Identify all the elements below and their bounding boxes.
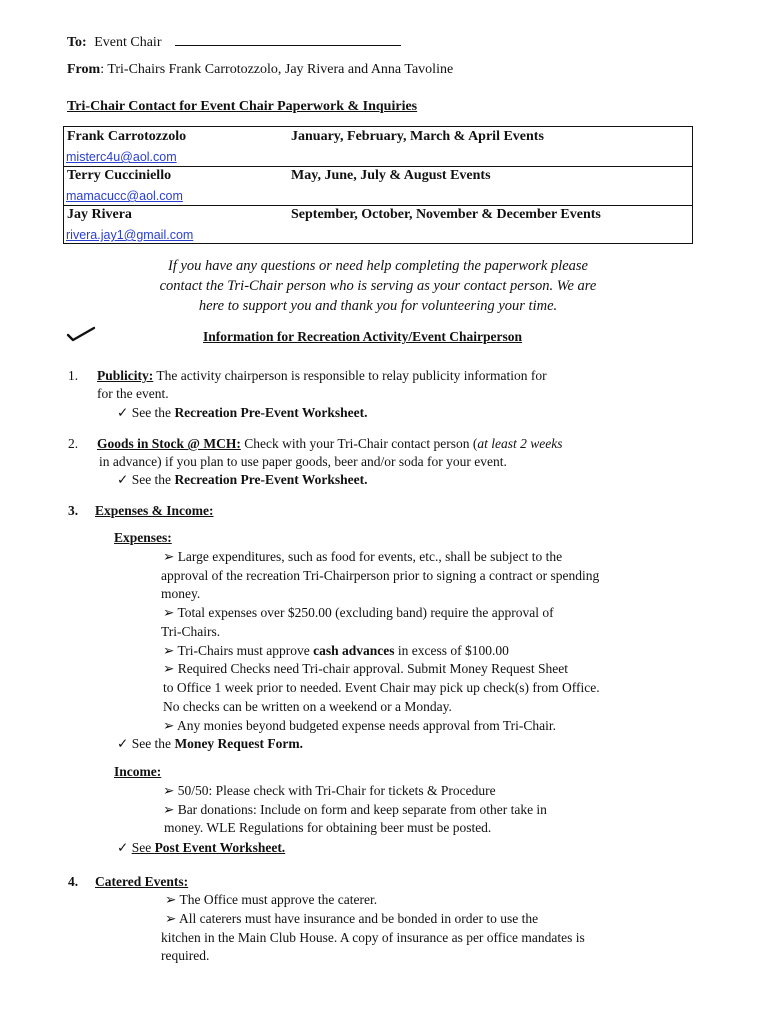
worksheet-name: Recreation Pre-Event Worksheet. — [174, 405, 368, 420]
expense-item — [163, 549, 562, 565]
contact-name: Jay Rivera — [67, 207, 132, 222]
publicity-text: The activity chairperson is responsible to relay publicity information for — [153, 368, 547, 383]
expense-text: Tri-Chairs must approve — [177, 643, 314, 658]
expense-text-cont: money. — [161, 586, 201, 601]
contact-months: May, June, July & August Events — [291, 168, 491, 183]
to-line — [67, 33, 401, 51]
note-line: contact the Tri-Chair person who is serving as your contact person. We are — [159, 278, 597, 294]
arrowhead-bullet-icon: ➢ — [163, 718, 177, 733]
table-divider — [64, 205, 692, 206]
to-value: Event Chair — [94, 35, 162, 50]
catered-text: All caterers must have insurance and be bonded in order to use the — [178, 911, 539, 926]
catered-events-title: Catered Events: — [95, 874, 189, 889]
income-item — [163, 802, 547, 818]
income-text-cont: money. WLE Regulations for obtaining beer must be posted. — [164, 820, 492, 835]
expense-item — [163, 661, 568, 677]
contact-email-link[interactable]: misterc4u@aol.com — [66, 150, 177, 164]
catered-item — [165, 892, 377, 908]
expense-item — [163, 718, 556, 734]
goods-text-italic: at least 2 weeks — [477, 436, 563, 451]
contact-name: Terry Cucciniello — [67, 168, 172, 183]
expense-text: Large expenditures, such as food for events, etc., shall be subject to the — [177, 549, 563, 564]
expense-item — [163, 605, 554, 621]
section-number: 4. — [68, 874, 79, 889]
from-value: : Tri-Chairs Frank Carrotozzolo, Jay Rivera and Anna Tavoline — [100, 62, 454, 77]
publicity-text-2: for the event. — [97, 386, 169, 401]
contact-email-link[interactable]: mamacucc@aol.com — [66, 189, 183, 203]
income-title: Income: — [114, 764, 162, 779]
goods-paragraph — [97, 436, 563, 452]
see-label: See the — [131, 736, 175, 751]
contact-section-title: Tri-Chair Contact for Event Chair Paperwork & Inquiries — [67, 99, 418, 114]
catered-text: The Office must approve the caterer. — [179, 892, 378, 907]
arrowhead-bullet-icon: ➢ — [163, 661, 178, 676]
arrowhead-bullet-icon: ➢ — [163, 783, 178, 798]
expenses-income-title: Expenses & Income: — [95, 503, 214, 518]
goods-text-2: in advance) if you plan to use paper goods, beer and/or soda for your event. — [99, 454, 507, 469]
table-divider — [64, 166, 692, 167]
expense-text-cont: to Office 1 week prior to needed. Event Chair may pick up check(s) from Office. — [163, 680, 600, 695]
goods-title: Goods in Stock @ MCH: — [97, 436, 241, 451]
support-note — [100, 256, 656, 316]
expense-text-cont: Tri-Chairs. — [161, 624, 221, 639]
see-post-event — [117, 840, 285, 856]
see-worksheet-1 — [117, 405, 368, 421]
arrowhead-bullet-icon: ➢ — [165, 892, 180, 907]
info-title: Information for Recreation Activity/Event Chairperson — [203, 329, 522, 344]
arrowhead-bullet-icon: ➢ — [163, 643, 178, 658]
expense-text: Any monies beyond budgeted expense needs approval from Tri-Chair. — [176, 718, 557, 733]
catered-text-cont: kitchen in the Main Club House. A copy of insurance as per office mandates is — [161, 930, 585, 945]
worksheet-name: Recreation Pre-Event Worksheet. — [174, 472, 368, 487]
section-number: 2. — [68, 436, 79, 451]
check-mark-icon: ✓ — [117, 472, 129, 487]
income-item — [163, 783, 496, 799]
check-mark-icon: ✓ — [117, 840, 129, 855]
catered-text-cont: required. — [161, 948, 210, 963]
expense-text: Required Checks need Tri-chair approval. Submit Money Request Sheet — [177, 661, 568, 676]
from-label: From — [67, 62, 101, 77]
publicity-paragraph — [97, 368, 547, 384]
section-number: 1. — [68, 368, 79, 383]
check-mark-icon — [66, 326, 96, 342]
see-money-request — [117, 736, 303, 752]
to-label: To: — [67, 35, 87, 50]
expense-text-cont: approval of the recreation Tri-Chairperson prior to signing a contract or spending — [161, 568, 600, 583]
contact-months: September, October, November & December Events — [291, 207, 601, 222]
note-line: If you have any questions or need help completing the paperwork please — [168, 258, 588, 274]
worksheet-name: Post Event Worksheet. — [154, 840, 286, 855]
expense-text-cont: No checks can be written on a weekend or a Monday. — [163, 699, 452, 714]
arrowhead-bullet-icon: ➢ — [163, 802, 178, 817]
arrowhead-bullet-icon: ➢ — [165, 911, 179, 926]
section-number: 3. — [68, 503, 79, 518]
see-label: See the — [131, 472, 175, 487]
see-label: See the — [131, 405, 175, 420]
note-line: here to support you and thank you for volunteering your time. — [198, 298, 558, 314]
contact-email-link[interactable]: rivera.jay1@gmail.com — [66, 228, 194, 242]
expenses-title: Expenses: — [114, 530, 172, 545]
income-text: Bar donations: Include on form and keep separate from other take in — [177, 802, 547, 817]
goods-text: Check with your Tri-Chair contact person ( — [240, 436, 478, 451]
publicity-title: Publicity: — [97, 368, 154, 383]
cash-advances-text: cash advances — [313, 643, 395, 658]
income-text: 50/50: Please check with Tri-Chair for tickets & Procedure — [177, 783, 496, 798]
catered-item — [165, 911, 538, 927]
contact-table — [63, 126, 693, 244]
see-worksheet-2 — [117, 472, 368, 488]
check-mark-icon: ✓ — [117, 405, 129, 420]
see-label: See — [131, 840, 155, 855]
expense-item — [163, 643, 509, 659]
expense-text: Total expenses over $250.00 (excluding band) require the approval of — [177, 605, 554, 620]
contact-name: Frank Carrotozzolo — [67, 129, 187, 144]
expense-text: in excess of $100.00 — [394, 643, 509, 658]
contact-months: January, February, March & April Events — [291, 129, 544, 144]
form-name: Money Request Form. — [174, 736, 304, 751]
from-line — [67, 62, 453, 78]
to-blank-field[interactable] — [175, 33, 401, 46]
arrowhead-bullet-icon: ➢ — [163, 605, 178, 620]
check-mark-icon: ✓ — [117, 736, 129, 751]
arrowhead-bullet-icon: ➢ — [163, 549, 178, 564]
